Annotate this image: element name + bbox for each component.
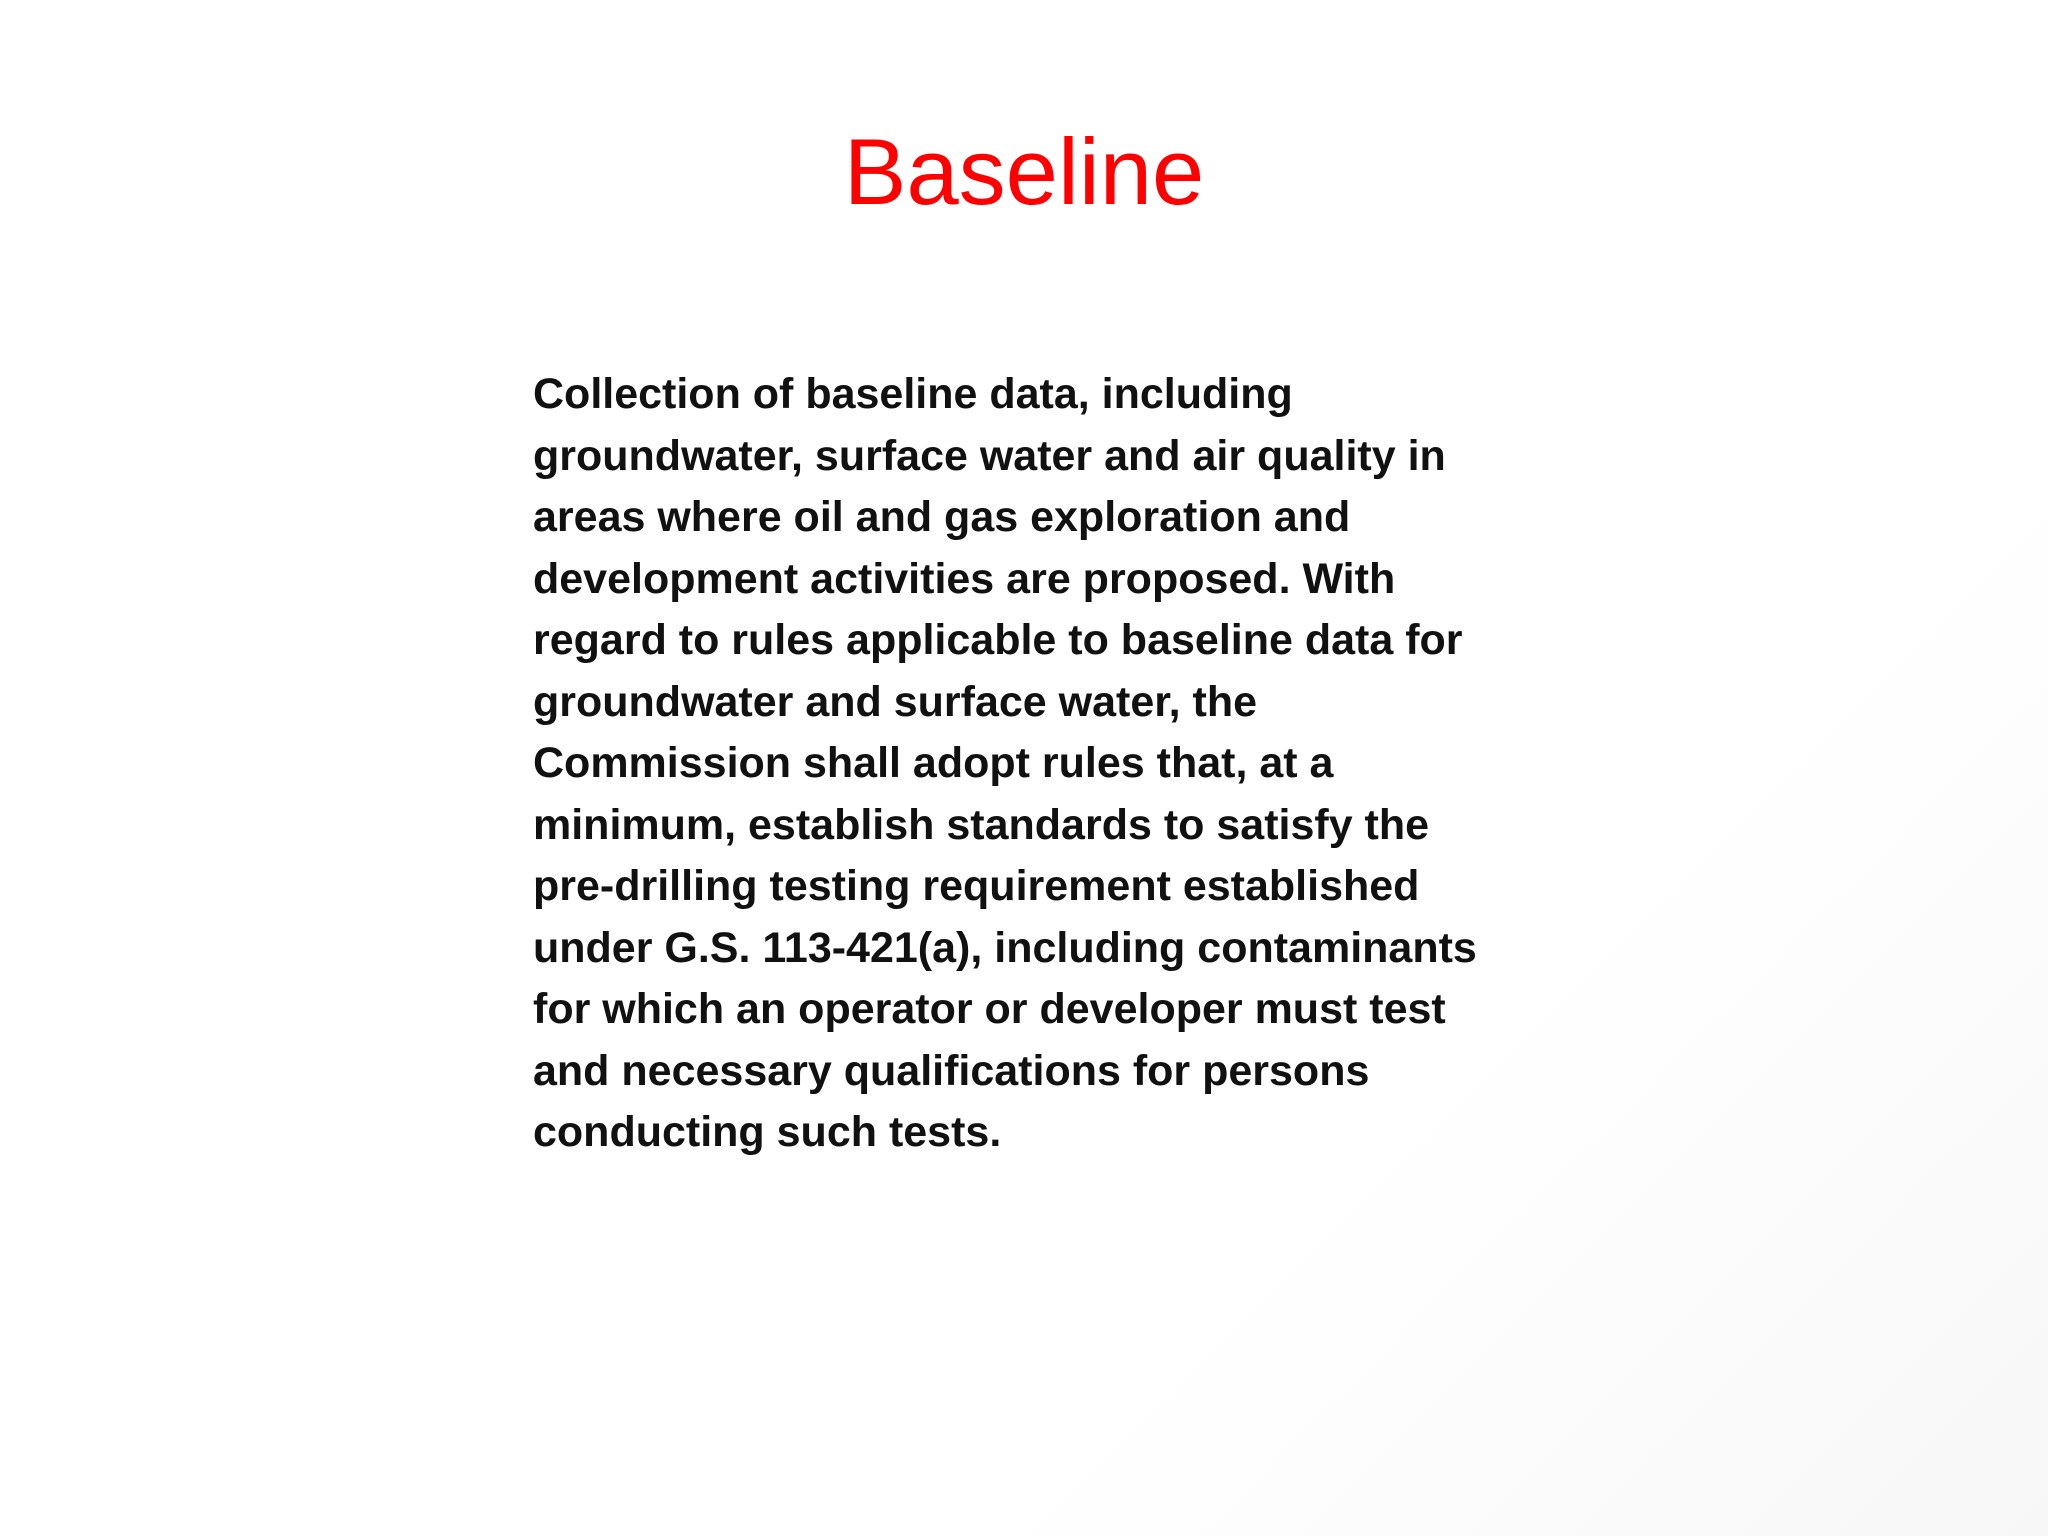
- body-line: development activities are proposed. With: [533, 554, 1396, 603]
- slide-body: [533, 364, 1553, 1164]
- body-line: and necessary qualifications for persons: [533, 1046, 1370, 1095]
- body-line: for which an operator or developer must test: [533, 985, 1446, 1033]
- body-line: Commission shall adopt rules that, at a: [533, 739, 1334, 787]
- body-line: areas where oil and gas exploration and: [533, 493, 1351, 541]
- body-line: pre-drilling testing requirement established: [533, 862, 1420, 910]
- slide-title: Baseline: [843, 119, 1205, 224]
- body-line: minimum, establish standards to satisfy the: [533, 800, 1430, 849]
- body-line: groundwater, surface water and air quality in: [533, 431, 1446, 480]
- body-line: conducting such tests.: [533, 1108, 1002, 1156]
- body-line: under G.S. 113-421(a), including contaminants: [533, 923, 1477, 972]
- body-line: regard to rules applicable to baseline data for: [533, 616, 1463, 664]
- body-line: groundwater and surface water, the: [533, 677, 1258, 726]
- body-line: Collection of baseline data, including: [533, 370, 1293, 418]
